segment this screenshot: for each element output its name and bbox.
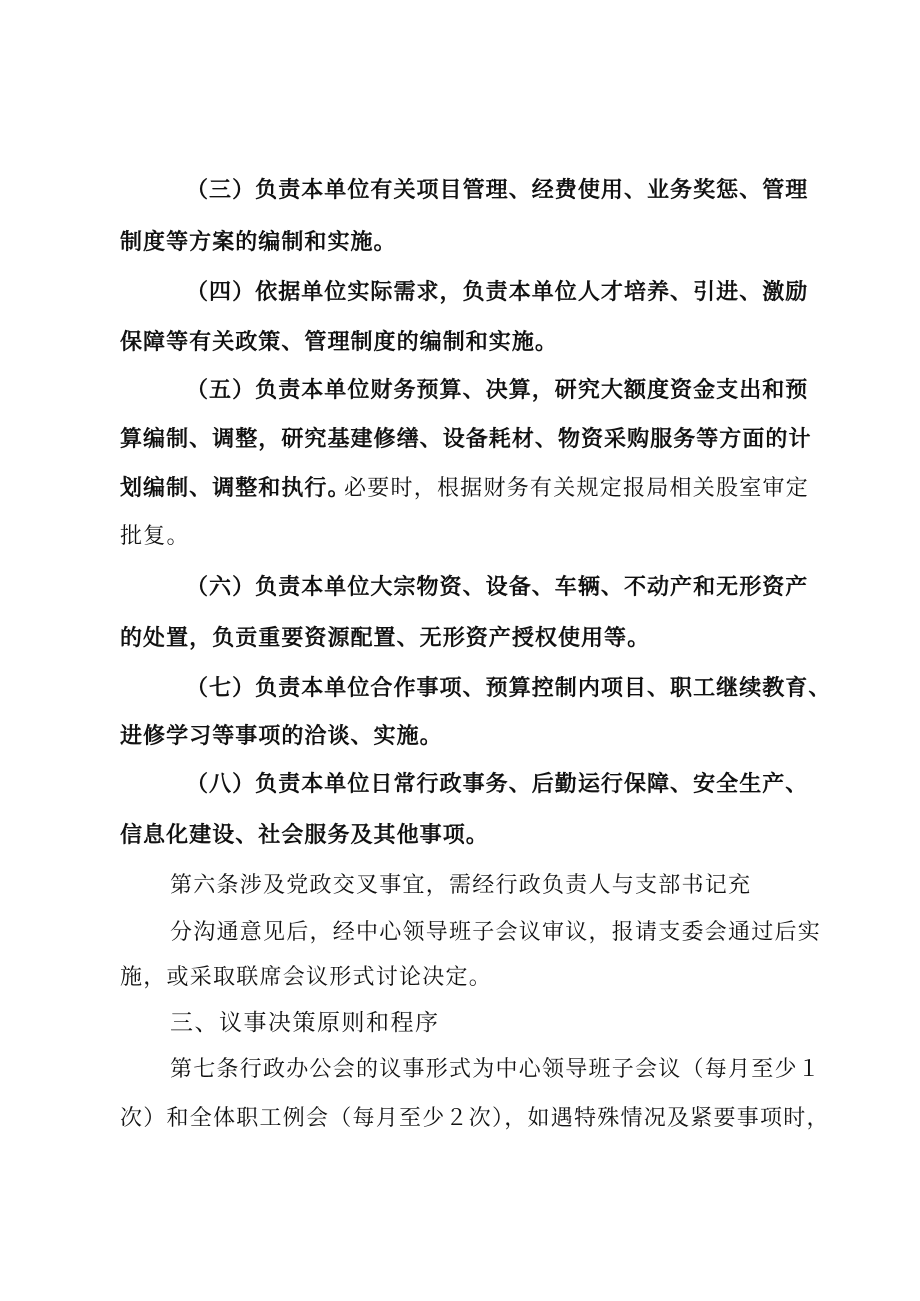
paragraph-line: 保障等有关政策、管理制度的编制和实施。: [120, 330, 558, 355]
paragraph-line: 施，或采取联席会议形式讨论决定。: [120, 965, 493, 990]
paragraph-line: 的处置，负贡重要资源配置、无形资产授权使用等。: [120, 626, 651, 651]
paragraph-line: 第七条行政办公会的议事形式为中心领导班子会议（每月至少１: [170, 1057, 822, 1082]
paragraph-line: 次）和全体职工例会（每月至少２次），如遇特殊情况及紧要事项时，: [120, 1106, 830, 1131]
paragraph-line: （七）负责本单位合作事项、预算控制内项目、职工继续教育、: [186, 676, 832, 701]
paragraph-line: 批复。: [120, 524, 190, 549]
paragraph-line: 进修学习等事项的洽谈、实施。: [120, 724, 443, 749]
paragraph-line: 算编制、调整，研究基建修缮、设备耗材、物资采购服务等方面的计: [120, 427, 812, 452]
paragraph-line: （三）负责本单位有关项目管理、经费使用、业务奖惩、管理: [186, 178, 809, 203]
paragraph-line: 第六条涉及党政交叉事宜，需经行政负责人与支部书记充: [170, 873, 752, 898]
paragraph-line: （五）负责本单位财务预算、决算，研究大额度资金支出和预: [186, 378, 809, 403]
section-heading: 三、议事决策原则和程序: [170, 1010, 440, 1036]
paragraph-line: 信息化建设、社会服务及其他事项。: [120, 823, 489, 848]
paragraph-line: 划编制、调整和执行。: [120, 476, 351, 501]
paragraph-line: （四）依据单位实际需求，负责本单位人才培养、引进、激励: [186, 280, 809, 305]
paragraph-line: （八）负责本单位日常行政事务、后勤运行保障、安全生产、: [186, 772, 809, 797]
paragraph-line: （六）负责本单位大宗物资、设备、车辆、不动产和无形资产: [186, 575, 809, 600]
paragraph-line: 分沟通意见后，经中心领导班子会议审议，报请支委会通过后实: [170, 920, 822, 945]
paragraph-line: 必要时，根据财务有关规定报局相关股室审定: [344, 476, 810, 501]
paragraph-line: 制度等方案的编制和实施。: [120, 230, 397, 255]
